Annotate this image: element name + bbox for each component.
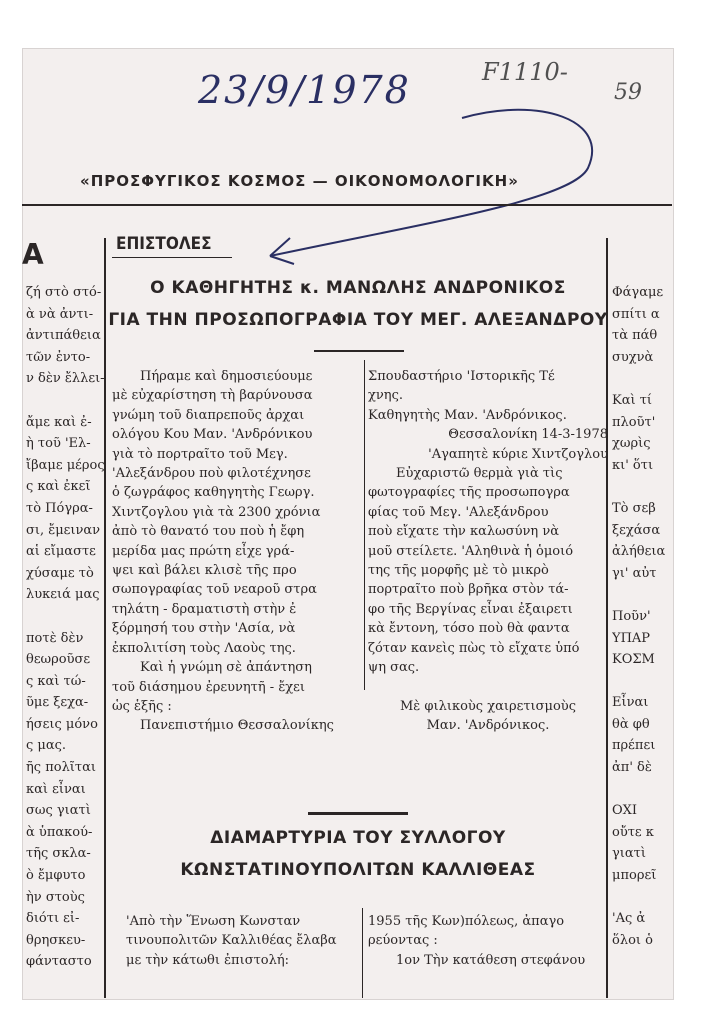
text-line: Φάγαμε — [612, 285, 664, 300]
letter-body-line: φωτογραφίες τῆς προσωπογρα — [368, 485, 570, 501]
text-line: ολόγου Κου Μαν. 'Ανδρόνικου — [112, 427, 313, 443]
text-line — [26, 606, 106, 628]
text-line — [26, 390, 106, 412]
text-line: ποτὲ δὲν — [26, 630, 84, 646]
text-line: 1ον Τὴν κατάθεση στεφάνου — [396, 952, 586, 968]
text-line: τὸ Πόγρα- — [26, 500, 93, 516]
text-line: Πανεπιστήμιο Θεσσαλονίκης — [140, 718, 334, 734]
letter-header-line: Σπουδαστήριο 'Ιστορικῆς Τέ — [368, 369, 555, 384]
text-line: γι' αὐτ — [612, 565, 657, 581]
letter-body-line: μοῦ στείλετε. 'Αληθινὰ ἡ ὁμοιό — [368, 543, 574, 559]
text-line: ΥΠΑΡ — [612, 630, 651, 646]
text-line: ζή στὸ στό- — [26, 285, 102, 300]
text-line: αἱ εἴμαστε — [26, 544, 96, 560]
article-separator — [308, 812, 408, 815]
text-line: ὴ τοῦ 'Ελ- — [26, 436, 91, 452]
article1-headline-line2: ΓΙΑ ΤΗΝ ΠΡΟΣΩΠΟΓΡΑΦΙΑ ΤΟΥ ΜΕΓ. ΑΛΕΞΑΝΔΡΟΥ — [108, 310, 608, 330]
letter-body-line: ποὺ εἴχατε τὴν καλωσύνη νὰ — [368, 524, 559, 540]
text-line: πρέπει — [612, 738, 656, 754]
text-line — [612, 779, 672, 801]
letter-signature: Μαν. 'Ανδρόνικος. — [426, 718, 550, 734]
text-line: καὶ εἶναι — [26, 781, 86, 797]
text-line: γιὰ τὸ πορτραῖτο τοῦ Μεγ. — [112, 446, 288, 462]
text-line: μερίδα μας πρώτη εἶχε γρά- — [112, 543, 295, 559]
text-line: σι, ἔμειναν — [26, 522, 101, 538]
text-line: ς καὶ ἐκεῖ — [26, 479, 91, 495]
text-line: μπορεῖ — [612, 868, 657, 884]
text-line: χωρὶς — [612, 436, 651, 452]
text-line: ΚΟΣΜ — [612, 652, 655, 668]
text-line — [612, 368, 672, 390]
text-line: ἄμε καὶ ἐ- — [26, 414, 92, 430]
text-line: σως γιατὶ — [26, 803, 91, 819]
text-line — [612, 476, 672, 498]
text-line: Πήραμε καὶ δημοσιεύουμε — [140, 369, 313, 384]
text-line: πλοῦτ' — [612, 414, 656, 430]
text-line: ἐκπολιτίση τοὺς Λαοὺς της. — [112, 640, 296, 656]
text-line: θρησκευ- — [26, 932, 86, 948]
text-line: οὔτε κ — [612, 824, 654, 840]
text-line: ὰ νὰ ἀντι- — [26, 306, 94, 322]
text-line: τινουπολιτῶν Καλλιθέας ἔλαβα — [126, 933, 337, 949]
text-line: με τὴν κάτωθι ἐπιστολή: — [126, 952, 290, 968]
text-line: σωπογραφίας τοῦ νεαροῦ στρα — [112, 582, 317, 598]
text-line: τῆς σκλα- — [26, 846, 91, 862]
text-line: Καὶ ἡ γνώμη σὲ ἀπάντηση — [140, 660, 312, 676]
text-line — [612, 584, 672, 606]
letter-body-line: ζόταν κανεὶς πὼς τὸ εἴχατε ὑπό — [368, 640, 580, 656]
text-line: Ποῦν' — [612, 608, 651, 624]
text-line: διότι εἰ- — [26, 911, 80, 927]
article2-column2 — [368, 912, 608, 970]
text-line: τηλάτη - δραματιστὴ στὴν ἐ — [112, 601, 297, 617]
text-line: μὲ εὐχαρίστηση τὴ βαρύνουσα — [112, 388, 313, 404]
text-line: Χιντζογλου γιὰ τὰ 2300 χρόνια — [112, 504, 321, 520]
text-line: κι' ὅτι — [612, 457, 654, 473]
text-line: ξεχάσα — [612, 522, 661, 538]
text-line: φάνταστο — [26, 954, 92, 970]
text-line: 'Αλεξάνδρου ποὺ φιλοτέχνησε — [112, 466, 311, 482]
masthead: «ΠΡΟΣΦΥΓΙΚΟΣ ΚΟΣΜΟΣ — ΟΙΚΟΝΟΜΟΛΟΓΙΚΗ» — [80, 172, 519, 190]
article2-headline-line1: ΔΙΑΜΑΡΤΥΡΙΑ ΤΟΥ ΣΥΛΛΟΓΟΥ — [210, 828, 506, 848]
text-line: λυκειά μας — [26, 587, 100, 603]
article2-column-divider — [362, 908, 363, 998]
text-line: ἴβαμε μέρος — [26, 457, 105, 473]
text-line: ς καὶ τώ- — [26, 673, 86, 689]
text-line: 'Ας ἀ — [612, 911, 646, 927]
headline-divider — [314, 350, 404, 352]
text-line — [612, 671, 672, 693]
article1-column2 — [368, 367, 608, 736]
text-line: ἀντιπάθεια — [26, 328, 101, 344]
letter-header-line: Θεσσαλονίκη 14-3-1978 — [448, 427, 608, 443]
text-line: ἀλήθεια — [612, 544, 666, 560]
text-line: ὸ ἔμφυτο — [26, 868, 86, 884]
article1-headline-line1: Ο ΚΑΘΗΓΗΤΗΣ κ. ΜΑΝΩΛΗΣ ΑΝΔΡΟΝΙΚΟΣ — [150, 278, 566, 298]
handwritten-archive-code: F1110- — [482, 58, 568, 86]
text-line: ῦμε ξεχα- — [26, 695, 89, 711]
handwritten-page-number: 59 — [614, 80, 642, 105]
masthead-rule — [22, 204, 672, 206]
article1-column1 — [112, 367, 364, 736]
letter-closing: Μὲ φιλικοὺς χαιρετισμοὺς — [400, 698, 576, 714]
text-line: θὰ φθ — [612, 716, 650, 732]
section-label: ΕΠΙΣΤΟΛΕΣ — [116, 234, 212, 254]
text-line: 'Απὸ τὴν Ἕνωση Κωνσταν — [126, 914, 301, 929]
text-line: ψει καὶ βάλει κλισὲ τῆς προ — [112, 563, 297, 579]
letter-body-line: φο τῆς Βεργίνας εἶναι ἐξαιρετι — [368, 601, 573, 617]
letter-body-line: Εὐχαριστῶ θερμὰ γιὰ τὶς — [396, 466, 563, 482]
text-line: γνώμη τοῦ διαπρεποῦς ἀρχαι — [112, 407, 305, 423]
section-underline — [112, 257, 232, 258]
article1-column-divider — [364, 360, 365, 690]
article2-headline-line2: ΚΩΝΣΤΑΤΙΝΟΥΠΟΛΙΤΩΝ ΚΑΛΛΙΘΕΑΣ — [180, 860, 536, 880]
text-line: συχνὰ — [612, 349, 654, 365]
handwritten-arrow-icon — [0, 0, 710, 300]
text-line: τὰ πάθ — [612, 328, 658, 344]
letter-header-line: χνης. — [368, 388, 403, 404]
text-line: ἀπὸ τὸ θανατό του ποὺ ἡ ἔφη — [112, 524, 305, 540]
text-line: ὴν στοὺς — [26, 889, 85, 905]
text-line: χύσαμε τὸ — [26, 565, 94, 581]
text-line: Εἶναι — [612, 695, 649, 711]
text-line: 1955 τῆς Κων)πόλεως, ἀπαγο — [368, 914, 565, 929]
text-line: ς μας. — [26, 738, 67, 754]
text-line: θεωροῦσε — [26, 652, 91, 668]
text-line: Καὶ τί — [612, 392, 653, 408]
letter-header-line: Καθηγητὴς Μαν. 'Ανδρόνικος. — [368, 407, 567, 423]
text-line: ρεύοντας : — [368, 933, 438, 949]
text-line — [612, 887, 672, 909]
text-line: ΟΧΙ — [612, 803, 638, 819]
letter-header-line: 'Αγαπητὲ κύριε Χιντζογλου — [428, 446, 608, 462]
text-line: τοῦ διάσημου ἐρευνητῆ - ἔχει — [112, 679, 306, 695]
left-edge-heading: Α — [22, 238, 44, 271]
right-edge-column — [612, 282, 672, 951]
letter-body-line: της τῆς μορφῆς μὲ τὸ μικρὸ — [368, 563, 549, 579]
letter-body-line: φίας τοῦ Μεγ. 'Αλεξάνδρου — [368, 504, 549, 520]
article2-column1 — [126, 912, 356, 970]
left-edge-column — [26, 282, 106, 973]
text-line: ὅλοι ὁ — [612, 932, 653, 948]
text-line: Τὸ σεβ — [612, 500, 656, 516]
text-line: ν δὲν ἔλλει- — [26, 371, 105, 387]
text-line: ῆς πολῖται — [26, 760, 96, 776]
letter-body-line: κὰ ἔντονη, τόσο ποὺ θὰ φαντα — [368, 621, 570, 637]
text-line: γιατὶ — [612, 846, 646, 862]
text-line: ὰ ὑπακού- — [26, 824, 93, 840]
text-line: ἀπ' δὲ — [612, 760, 652, 776]
text-line: ξόρμησή του στὴν 'Ασία, νὰ — [112, 621, 296, 637]
text-line: σπίτι α — [612, 306, 660, 322]
text-line: ὁ ζωγράφος καθηγητὴς Γεωργ. — [112, 485, 315, 501]
letter-body-line: πορτραῖτο ποὺ βρῆκα στὸν τά- — [368, 582, 569, 598]
text-line: ήσεις μόνο — [26, 716, 98, 732]
letter-body-line: ψη σας. — [368, 660, 420, 676]
handwritten-date: 23/9/1978 — [198, 68, 411, 112]
spacer — [368, 678, 608, 697]
text-line: τῶν ἐντο- — [26, 349, 91, 365]
text-line: ὡς ἑξῆς : — [112, 698, 172, 714]
